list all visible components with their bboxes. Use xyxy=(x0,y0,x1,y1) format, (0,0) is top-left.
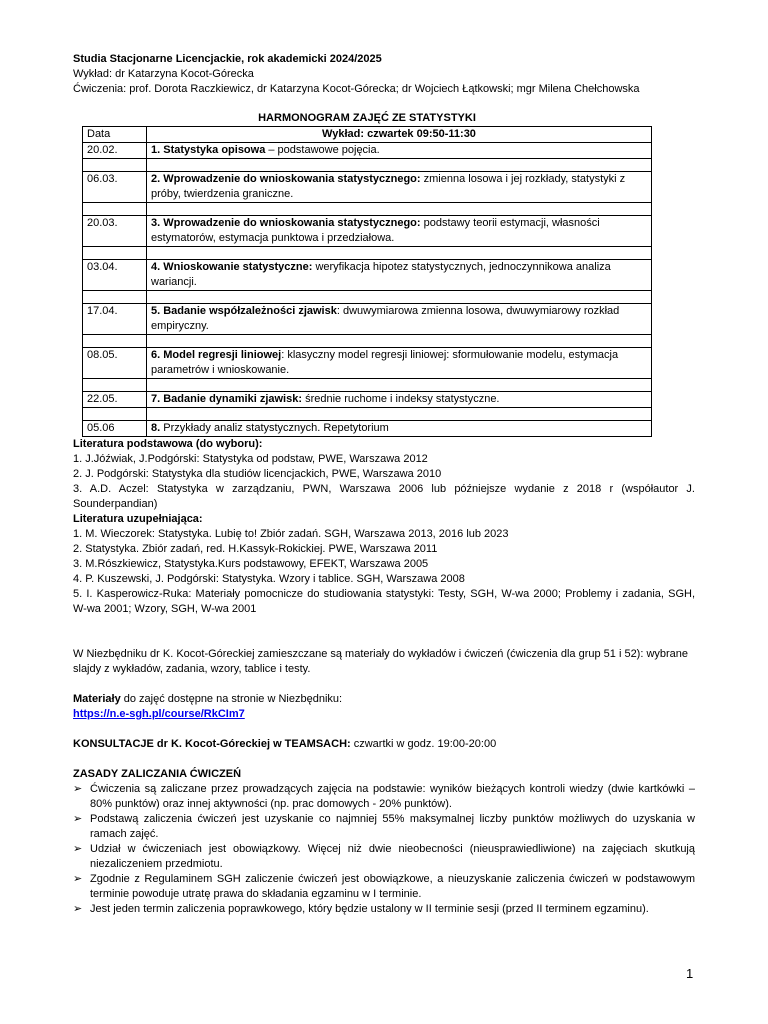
row-topic xyxy=(147,172,652,203)
literature-item: 5. I. Kasperowicz-Ruka: Materiały pomocnicze do studiowania statystyki: Testy, SGH, W-wa 2000; Problemy i zadania, SGH, W-wa 2001; Wzory, SGH, W-wa 2001 xyxy=(73,588,695,615)
rule-item xyxy=(73,812,695,842)
study-title: Studia Stacjonarne Licencjackie, rok akademicki 2024/2025 xyxy=(73,53,382,65)
consultation-line xyxy=(73,737,695,752)
date-column-header: Data xyxy=(83,127,147,143)
schedule-title: HARMONOGRAM ZAJĘĆ ZE STATYSTYKI xyxy=(258,112,476,124)
literature-item: 1. J.Jóźwiak, J.Podgórski: Statystyka od podstaw, PWE, Warszawa 2012 xyxy=(73,453,428,465)
rule-text: Ćwiczenia są zaliczane przez prowadzących zajęcia na podstawie: wyników bieżących kontroli wiedzy (dwie kartkówki – 80% punktów) oraz innej aktywności (np. prac domowych - 20% punktów). xyxy=(90,783,695,810)
row-topic xyxy=(147,421,652,437)
table-row xyxy=(83,421,652,437)
table-row xyxy=(83,392,652,408)
literature-basic-heading: Literatura podstawowa (do wyboru): xyxy=(73,438,263,450)
materials-line xyxy=(73,692,695,707)
row-date: 03.04. xyxy=(83,260,147,291)
consultation-time: czwartki w godz. 19:00-20:00 xyxy=(350,738,497,750)
rule-item xyxy=(73,902,695,917)
literature-item: 3. M.Rószkiewicz, Statystyka.Kurs podstawowy, EFEKT, Warszawa 2005 xyxy=(73,558,429,570)
row-topic xyxy=(147,216,652,247)
topic-title: 2. Wprowadzenie do wnioskowania statystycznego: xyxy=(151,173,421,185)
row-topic xyxy=(147,260,652,291)
rules-list xyxy=(73,782,695,917)
table-spacer-row xyxy=(83,379,652,392)
table-row xyxy=(83,304,652,335)
literature-item: 4. P. Kuszewski, J. Podgórski: Statystyka. Wzory i tablice. SGH, Warszawa 2008 xyxy=(73,573,465,585)
topic-desc: podstawy teorii estymacji, własności estymatorów, estymacja punktowa i przedziałowa. xyxy=(151,217,600,244)
table-row xyxy=(83,143,652,159)
topic-desc: weryfikacja hipotez statystycznych, jednoczynnikowa analiza wariancji. xyxy=(151,261,611,288)
topic-title: 8. xyxy=(151,422,161,434)
topic-desc: : dwuwymiarowa zmienna losowa, dwuwymiarowy rozkład empiryczny. xyxy=(151,305,620,332)
table-spacer-row xyxy=(83,159,652,172)
table-spacer-row xyxy=(83,408,652,421)
table-spacer-row xyxy=(83,335,652,348)
arrow-bullet-icon: ➢ xyxy=(73,813,83,825)
table-row xyxy=(83,260,652,291)
row-topic xyxy=(147,348,652,379)
schedule-table xyxy=(82,126,652,437)
literature-item: 2. J. Podgórski: Statystyka dla studiów licencjackich, PWE, Warszawa 2010 xyxy=(73,468,442,480)
topic-desc: Przykłady analiz statystycznych. Repetytorium xyxy=(160,422,389,434)
table-spacer-row xyxy=(83,203,652,216)
consultation-label: KONSULTACJE dr K. Kocot-Góreckiej w TEAMSACH: xyxy=(73,738,351,750)
rule-item xyxy=(73,782,695,812)
course-link[interactable]: https://n.e-sgh.pl/course/RkCIm7 xyxy=(73,708,245,720)
rule-text: Podstawą zaliczenia ćwiczeń jest uzyskanie co najmniej 55% maksymalnej liczby punktów możliwych do uzyskania w ramach zajęć. xyxy=(90,813,695,840)
row-date: 17.04. xyxy=(83,304,147,335)
row-date: 05.06 xyxy=(83,421,147,437)
materials-link-line xyxy=(73,707,695,722)
arrow-bullet-icon: ➢ xyxy=(73,873,83,885)
lecturer-line: Wykład: dr Katarzyna Kocot-Górecka xyxy=(73,68,254,80)
niezbednik-paragraph: W Niezbędniku dr K. Kocot-Góreckiej zamieszczane są materiały do wykładów i ćwiczeń (ćwiczenia dla grup 51 i 52): wybrane slajdy z wykładów, zadania, wzory, tablice i testy. xyxy=(73,648,689,675)
row-date: 20.03. xyxy=(83,216,147,247)
topic-title: 4. Wnioskowanie statystyczne: xyxy=(151,261,313,273)
rule-text: Jest jeden termin zaliczenia poprawkowego, który będzie ustalony w II terminie sesji (przed II terminem egzaminu). xyxy=(90,903,649,915)
topic-desc: : klasyczny model regresji liniowej: sformułowanie modelu, estymacja parametrów i wnioskowanie. xyxy=(151,349,619,376)
literature-item: 2. Statystyka. Zbiór zadań, red. H.Kassyk-Rokickiej. PWE, Warszawa 2011 xyxy=(73,543,438,555)
lecture-column-header: Wykład: czwartek 09:50-11:30 xyxy=(147,127,652,143)
arrow-bullet-icon: ➢ xyxy=(73,783,83,795)
arrow-bullet-icon: ➢ xyxy=(73,843,83,855)
rule-item xyxy=(73,872,695,902)
literature-item: 3. A.D. Aczel: Statystyka w zarządzaniu, PWN, Warszawa 2006 lub późniejsze wydanie z 2018 r (współautor J. Sounderpandian) xyxy=(73,483,695,510)
row-topic xyxy=(147,392,652,408)
row-topic xyxy=(147,143,652,159)
tutors-line: Ćwiczenia: prof. Dorota Raczkiewicz, dr Katarzyna Kocot-Górecka; dr Wojciech Łątkowski; mgr Milena Chełchowska xyxy=(73,83,640,95)
rule-item xyxy=(73,842,695,872)
table-spacer-row xyxy=(83,247,652,260)
rule-text: Zgodnie z Regulaminem SGH zaliczenie ćwiczeń jest obowiązkowe, a nieuzyskanie zaliczenia ćwiczeń w podstawowym terminie powoduje utratę prawa do składania egzaminu w I terminie. xyxy=(90,873,695,900)
table-spacer-row xyxy=(83,291,652,304)
literature-extra-heading: Literatura uzupełniająca: xyxy=(73,513,203,525)
row-date: 08.05. xyxy=(83,348,147,379)
table-row xyxy=(83,172,652,203)
table-row xyxy=(83,348,652,379)
topic-title: 5. Badanie współzależności zjawisk xyxy=(151,305,337,317)
page-number: 1 xyxy=(686,966,694,981)
topic-title: 7. Badanie dynamiki zjawisk: xyxy=(151,393,303,405)
rule-text: Udział w ćwiczeniach jest obowiązkowy. Więcej niż dwie nieobecności (nieusprawiedliwione) na zajęciach skutkują niezaliczeniem przedmiotu. xyxy=(90,843,695,870)
topic-desc: – podstawowe pojęcia. xyxy=(265,144,380,156)
topic-desc: zmienna losowa i jej rozkłady, statystyki z próby, twierdzenia graniczne. xyxy=(151,173,626,200)
document-page xyxy=(73,52,695,917)
row-topic xyxy=(147,304,652,335)
topic-desc: średnie ruchome i indeksy statystyczne. xyxy=(302,393,500,405)
topic-title: 6. Model regresji liniowej xyxy=(151,349,282,361)
literature-item: 1. M. Wieczorek: Statystyka. Lubię to! Zbiór zadań. SGH, Warszawa 2013, 2016 lub 2023 xyxy=(73,528,509,540)
materials-text: do zajęć dostępne na stronie w Niezbędniku: xyxy=(120,693,343,705)
table-row xyxy=(83,216,652,247)
rules-heading: ZASADY ZALICZANIA ĆWICZEŃ xyxy=(73,768,242,780)
schedule-header-row xyxy=(83,127,652,143)
topic-title: 1. Statystyka opisowa xyxy=(151,144,266,156)
row-date: 06.03. xyxy=(83,172,147,203)
arrow-bullet-icon: ➢ xyxy=(73,903,83,915)
topic-title: 3. Wprowadzenie do wnioskowania statystycznego: xyxy=(151,217,421,229)
row-date: 22.05. xyxy=(83,392,147,408)
row-date: 20.02. xyxy=(83,143,147,159)
materials-label: Materiały xyxy=(73,693,121,705)
